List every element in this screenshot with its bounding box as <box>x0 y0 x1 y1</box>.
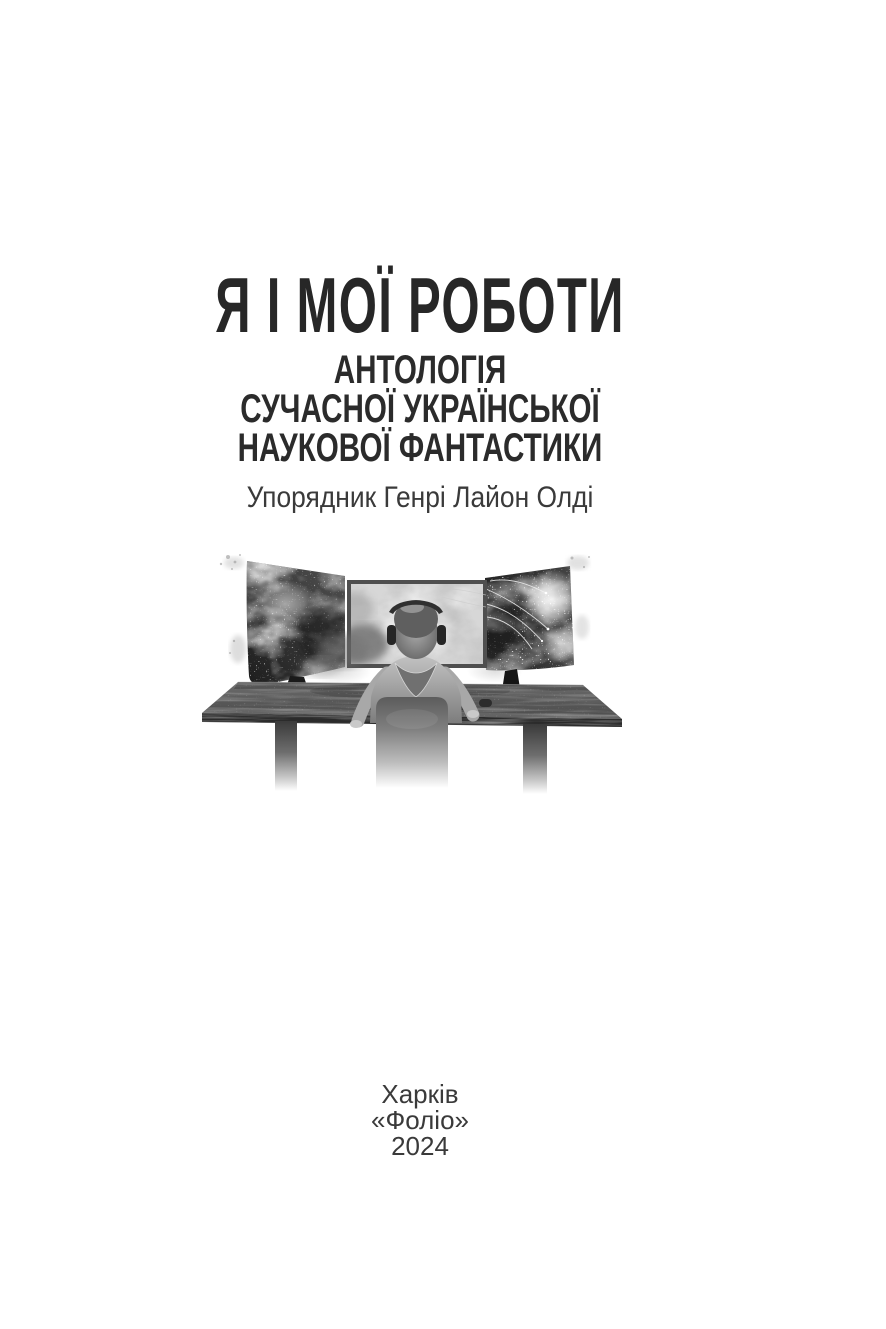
imprint-year: 2024 <box>391 1131 449 1161</box>
chair <box>376 697 448 788</box>
subtitle-line-3: НАУКОВОЇ ФАНТАСТИКИ <box>237 426 603 470</box>
compiler-line: Упорядник Генрі Лайон Олді <box>246 481 594 514</box>
desk-leg-right <box>523 724 547 794</box>
subtitle-line-1: АНТОЛОГІЯ <box>333 348 507 392</box>
imprint-publisher: «Фоліо» <box>371 1105 469 1135</box>
right-hand <box>467 710 479 718</box>
subtitle-line-2: СУЧАСНОЇ УКРАЇНСЬКОЇ <box>240 387 600 431</box>
mouse <box>479 699 492 707</box>
left-hand <box>350 720 362 728</box>
book-title: Я І МОЇ РОБОТИ <box>215 261 625 349</box>
imprint-city: Харків <box>381 1079 459 1109</box>
desk-leg-left <box>275 721 297 791</box>
cover-illustration <box>190 549 640 807</box>
book-subtitle <box>0 348 840 470</box>
headphone-cup-left <box>387 625 396 645</box>
monitors-desk-illustration <box>190 549 640 807</box>
imprint-block <box>0 1081 840 1159</box>
headphone-cup-right <box>437 625 446 645</box>
